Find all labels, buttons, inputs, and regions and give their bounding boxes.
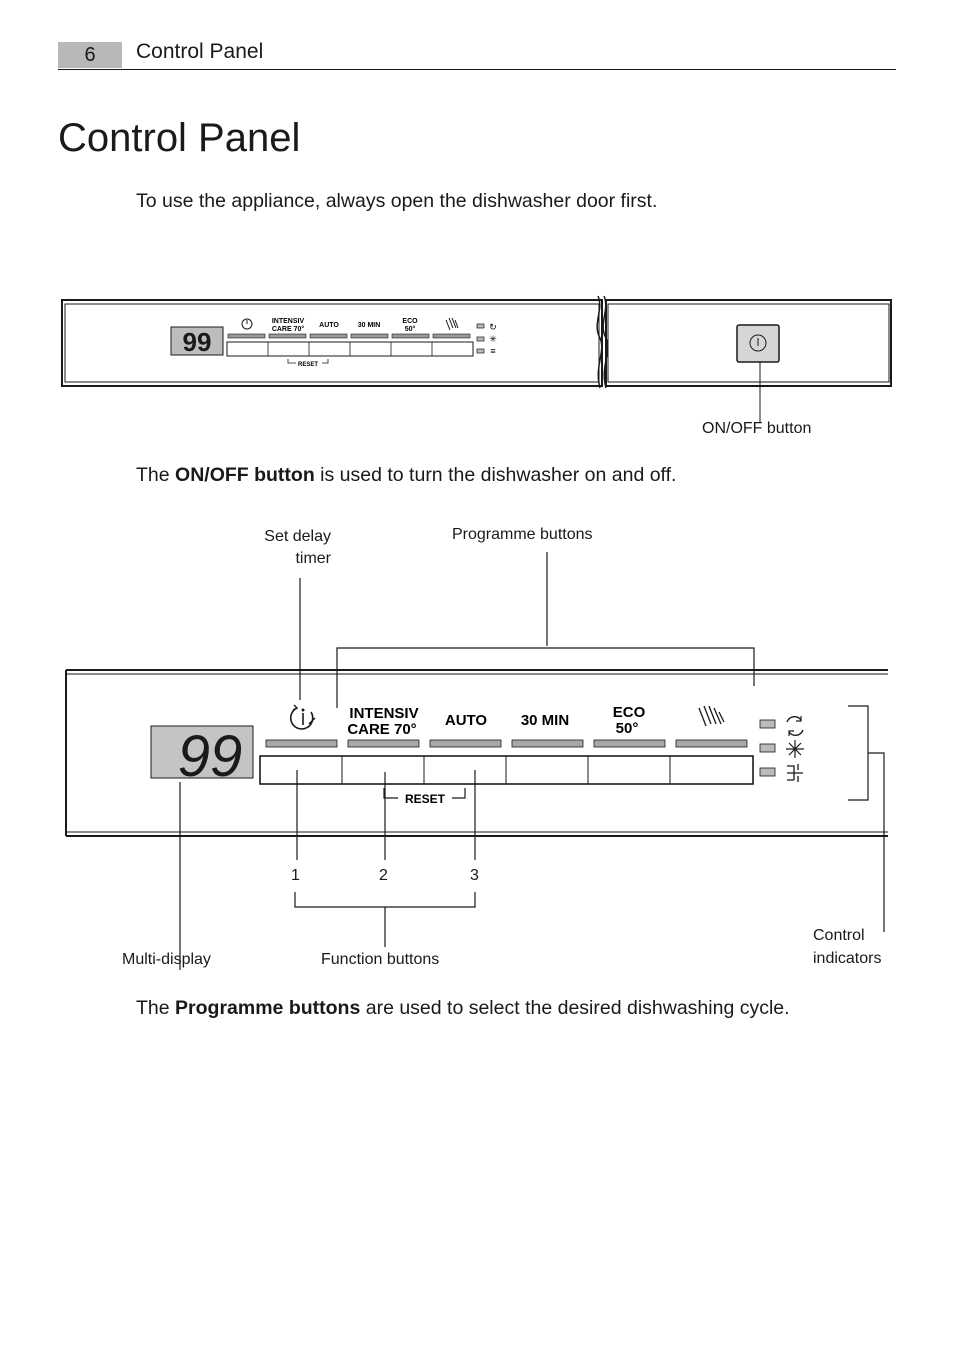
delay-timer-button[interactable] — [261, 757, 341, 783]
small-eco-label-2: 50° — [404, 326, 416, 333]
page-title: Control Panel — [58, 116, 301, 160]
eco-label-line1: ECO — [612, 704, 646, 721]
page-number: 6 — [58, 42, 122, 68]
onoff-para-post: is used to turn the dishwasher on and off. — [314, 464, 677, 486]
set-delay-callout — [236, 526, 331, 570]
eco-button[interactable] — [589, 757, 669, 783]
control-indicators-line1: Control — [813, 927, 865, 944]
onoff-button[interactable] — [737, 325, 779, 362]
indicator-bracket — [848, 706, 868, 800]
small-prewash-icon — [446, 318, 458, 330]
small-reset-label: RESET — [297, 362, 319, 368]
programme-paragraph — [136, 997, 790, 1020]
auto-button[interactable] — [425, 757, 505, 783]
programme-bracket — [337, 648, 754, 708]
prewash-button[interactable] — [671, 757, 752, 783]
control-indicator-lamps — [760, 720, 775, 776]
small-control-indicators — [477, 322, 497, 356]
small-display-value: 99 — [182, 327, 212, 357]
intensiv-label-line2: CARE 70° — [347, 721, 417, 738]
prewash-icon — [699, 706, 724, 726]
onoff-para-bold: ON/OFF button — [175, 464, 315, 486]
function-number-2: 2 — [379, 867, 388, 884]
programme-buttons-callout: Programme buttons — [452, 526, 593, 543]
function-number-1: 1 — [291, 867, 300, 884]
auto-label: AUTO — [444, 712, 488, 729]
intro-paragraph: To use the appliance, always open the dishwasher door first. — [136, 190, 658, 212]
reset-label: RESET — [404, 792, 446, 806]
svg-text:≡: ≡ — [490, 346, 496, 356]
multi-display-value: 99 — [177, 724, 243, 789]
control-indicators-callout — [813, 924, 881, 970]
small-button-strips — [228, 334, 470, 338]
small-button-row — [227, 342, 473, 356]
function-buttons-callout: Function buttons — [321, 951, 440, 968]
function-bracket — [295, 892, 475, 947]
large-control-panel-figure — [0, 520, 954, 990]
programme-strips — [266, 740, 747, 747]
programme-para-pre: The — [136, 997, 176, 1019]
svg-text:✳: ✳ — [489, 334, 497, 344]
rinse-aid-icon — [787, 716, 803, 736]
intensiv-label-line1: INTENSIV — [349, 705, 419, 722]
onoff-paragraph — [136, 464, 676, 487]
intensiv-care-button[interactable] — [343, 757, 423, 783]
small-intensiv-label-2: CARE 70° — [271, 326, 305, 333]
control-indicators-line2: indicators — [813, 950, 882, 967]
small-intensiv-label-1: INTENSIV — [271, 318, 305, 325]
delay-timer-icon — [291, 705, 315, 729]
water-softener-icon — [787, 764, 803, 782]
onoff-para-pre: The — [136, 464, 176, 486]
header-rule — [58, 69, 896, 70]
function-number-3: 3 — [470, 867, 479, 884]
header-section-title: Control Panel — [136, 40, 264, 63]
30min-label: 30 MIN — [520, 712, 570, 729]
small-auto-label: AUTO — [319, 322, 339, 329]
multi-display-callout: Multi-display — [122, 951, 211, 968]
indicator-leader — [868, 753, 884, 932]
programme-para-bold: Programme buttons — [175, 997, 361, 1019]
small-30min-label: 30 MIN — [357, 322, 381, 329]
salt-icon — [786, 740, 804, 758]
programme-para-post: are used to select the desired dishwashing cycle. — [360, 997, 790, 1019]
set-delay-line2: timer — [295, 550, 331, 567]
30min-button[interactable] — [507, 757, 587, 783]
onoff-callout-label: ON/OFF button — [702, 420, 812, 437]
small-delay-timer-icon — [242, 319, 252, 329]
small-eco-label-1: ECO — [402, 318, 418, 325]
svg-text:↻: ↻ — [489, 322, 497, 332]
eco-label-line2: 50° — [615, 720, 639, 737]
set-delay-line1: Set delay — [264, 528, 331, 545]
small-panel-frame-left — [62, 300, 602, 386]
